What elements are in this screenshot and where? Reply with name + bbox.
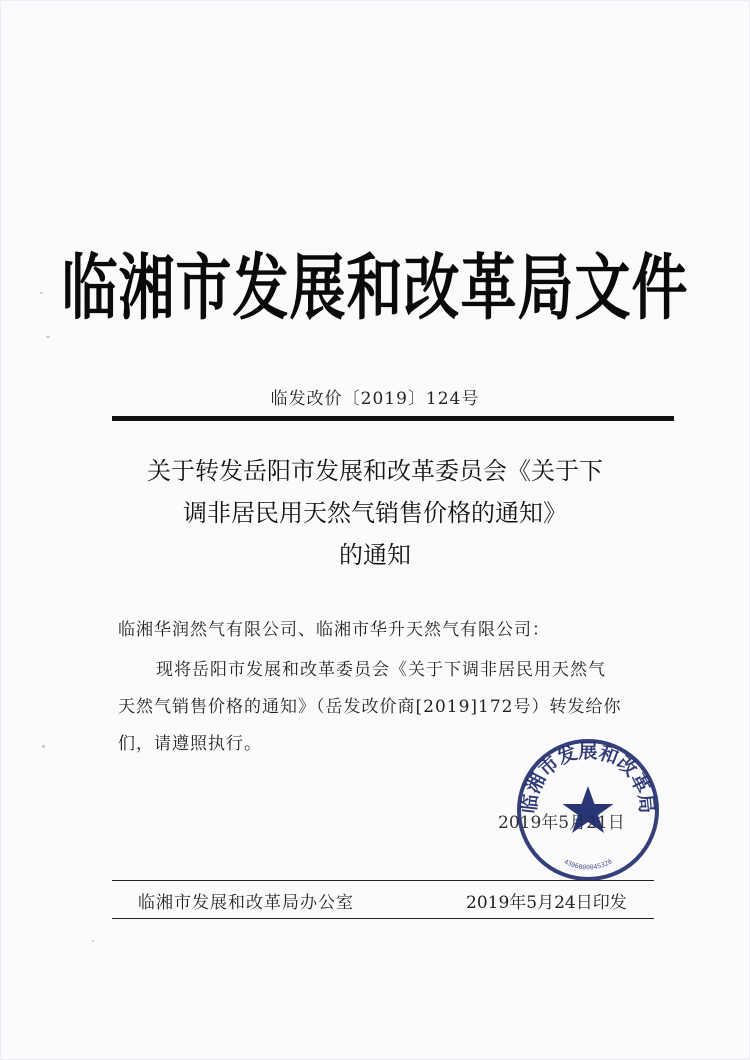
seal-text: 临湘市发展和改革局 xyxy=(518,740,658,815)
seal-code: 4306000045320 xyxy=(562,857,614,872)
scan-speck xyxy=(46,336,50,338)
addressee: 临湘华润然气有限公司、临湘市华升天然气有限公司： xyxy=(118,620,550,640)
subject-line-3: 的通知 xyxy=(339,541,411,569)
footer-divider-bottom xyxy=(112,918,654,919)
document-header-title: 临湘市发展和改革局文件 xyxy=(61,247,689,331)
seal-star-icon xyxy=(563,786,614,833)
signature-date: 2019年5月21日 xyxy=(498,813,625,833)
subject-line-1: 关于转发岳阳市发展和改革委员会《关于下 xyxy=(147,457,603,485)
scan-speck xyxy=(40,292,43,294)
header-divider xyxy=(112,416,674,421)
scan-speck xyxy=(42,745,45,748)
body-line-2: 天然气销售价格的通知》（岳发改价商[2019]172号）转发给你 xyxy=(118,697,622,717)
official-seal xyxy=(514,736,662,884)
scan-speck xyxy=(92,940,94,942)
issuing-office: 临湘市发展和改革局办公室 xyxy=(138,893,354,913)
body-line-3: 们，请遵照执行。 xyxy=(118,734,262,754)
document-subject xyxy=(80,450,670,576)
body-line-1: 现将岳阳市发展和改革委员会《关于下调非居民用天然气 xyxy=(156,660,606,680)
print-date: 2019年5月24日印发 xyxy=(466,893,627,913)
document-number: 临发改价〔2019〕124号 xyxy=(270,389,480,409)
footer-divider-top xyxy=(112,880,654,881)
subject-line-2: 调非居民用天然气销售价格的通知》 xyxy=(183,499,567,527)
